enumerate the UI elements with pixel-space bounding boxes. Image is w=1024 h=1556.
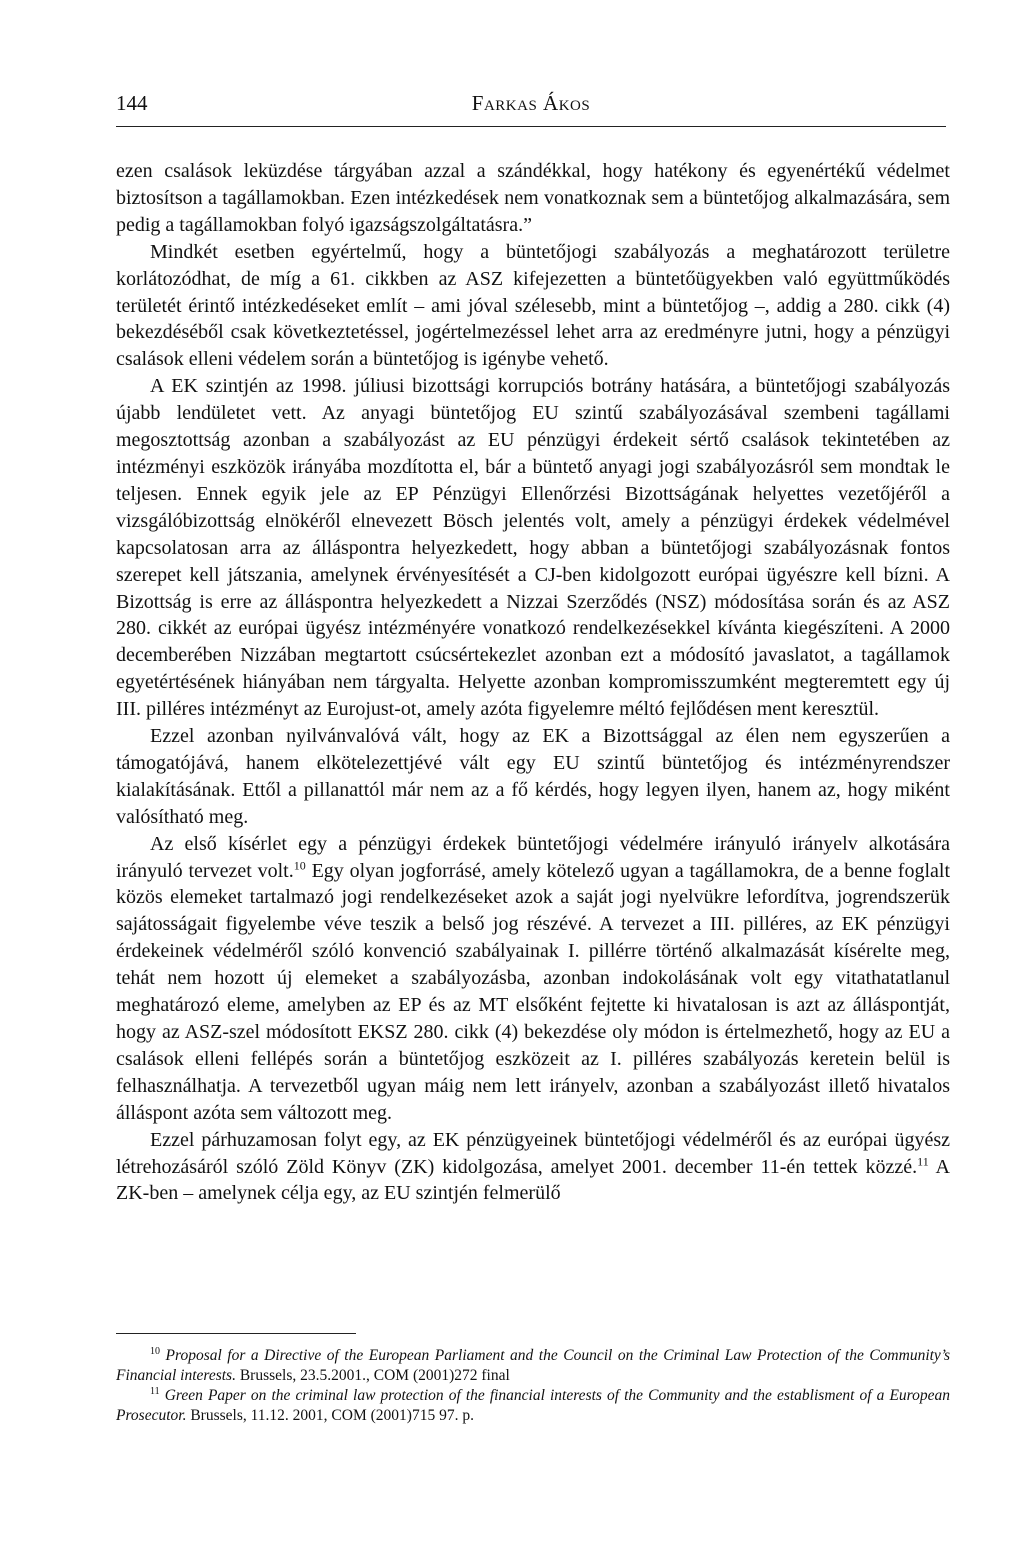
paragraph-1: ezen csalások leküzdése tárgyában azzal a szándékkal, hogy hatékony és egyenértékű védelmet biztosítson a tagállamokban. Ezen intézkedések nem vonatkoznak sem a büntetőjog alkalmazására, sem pedig a tagállamokban folyó igazságszolgáltatásra.” xyxy=(116,160,950,236)
footnote-10-details: Brussels, 23.5.2001., COM (2001)272 final xyxy=(235,1367,510,1384)
footnote-10-number: 10 xyxy=(150,1345,160,1357)
running-title xyxy=(116,90,946,116)
footnotes xyxy=(116,1346,950,1426)
paragraph-2: Mindkét esetben egyértelmű, hogy a büntetőjogi szabályozás a meghatározott területre korlátozódhat, de míg a 61. cikkben az ASZ kifejezetten a büntetőügyekben való együttműködés területét érintő intézkedéseket említ – ami jóval szélesebb, mint a büntetőjog –, addig a 280. cikk (4) bekezdéséből csak következtetéssel, jogértelmezéssel lehet arra az eredményre jutni, hogy a pénzügyi csalások elleni védelem során a büntetőjog is igénybe vehető. xyxy=(116,240,950,371)
footnote-10 xyxy=(116,1346,950,1386)
body-text xyxy=(116,158,950,1207)
footnote-11 xyxy=(116,1386,950,1426)
footnote-11-title: Green Paper on the criminal law protection of the financial interests of the Community and the establisment of a European Prosecutor. xyxy=(116,1387,951,1424)
header-rule xyxy=(116,126,946,127)
paragraph-5-part-2: Egy olyan jogforrásé, amely kötelező ugyan a tagállamokra, de a benne foglalt közös elemeket tartalmazó jogi rendelkezéseket azok a saját jogi nyelvükre lefordítva, jogrendszerük sajátosságait figyelembe véve teszik a belső jog részévé. A tervezet a III. pilléres, az EK pénzügyi érdekeinek védelméről szóló konvenció szabályainak I. pillérre történő alkalmazását kísérelte meg, tehát nem hozott új elemeket a szabályozásba, azonban indokolásának volt egy vitathatatlanul meghatározó eleme, amelyben az EP és az MT elsőként fejtette ki hivatalosan is azt az álláspontját, hogy az ASZ-szel módosított EKSZ 280. cikk (4) bekezdése oly módon is értelmezhető, hogy az EU a csalások elleni fellépés során a büntetőjog eszközeit az I. pilléres szabályozás keretein belül is felhasználhatja. A tervezetből ugyan máig nem lett irányelv, azonban a szabályozást illető hivatalos álláspont azóta sem változott meg. xyxy=(116,859,951,1124)
footnote-rule xyxy=(116,1333,356,1334)
paragraph-6 xyxy=(116,1127,950,1208)
paragraph-6-part-1: Ezzel párhuzamosan folyt egy, az EK pénzügyeinek büntetőjogi védelméről és az európai ügyész létrehozásáról szóló Zöld Könyv (ZK) kidolgozása, amelyet 2001. december 11-én tettek közzé. xyxy=(116,1128,950,1178)
footnote-11-number: 11 xyxy=(150,1385,160,1397)
paragraph-5 xyxy=(116,831,950,1127)
footnote-ref-11[interactable]: 11 xyxy=(917,1153,929,1168)
paragraph-5-part-1: Az első kísérlet egy a pénzügyi érdekek büntetőjogi védelmére irányuló irányelv alkotására irányuló tervezet volt. xyxy=(116,832,950,882)
running-title-text: Farkas Ákos xyxy=(471,91,591,115)
page-number: 144 xyxy=(116,91,148,115)
footnote-11-details: Brussels, 11.12. 2001, COM (2001)715 97. p. xyxy=(186,1407,474,1424)
paragraph-6-part-2: A ZK-ben – amelynek célja egy, az EU szintjén felmerülő xyxy=(116,1155,950,1205)
footnote-10-title: Proposal for a Directive of the European Parliament and the Council on the Criminal Law Protection of the Community’s Financial interests. xyxy=(116,1347,951,1384)
footnote-ref-10[interactable]: 10 xyxy=(293,857,306,872)
paragraph-4: Ezzel azonban nyilvánvalóvá vált, hogy az EK a Bizottsággal az élen nem egyszerűen a támogatójává, hanem elkötelezettjévé vált egy EU szintű büntetőjog és intézményrendszer kialakításának. Ettől a pillanattól már nem az a fő kérdés, hogy legyen ilyen, hanem az, hogy miként valósítható meg. xyxy=(116,725,950,828)
paragraph-3: A EK szintjén az 1998. júliusi bizottsági korrupciós botrány hatására, a büntetőjogi szabályozás újabb lendületet vett. Az anyagi büntetőjog EU szintű szabályozásával szembeni tagállami megosztottság azonban a szabályozást az EU pénzügyi érdekeit sértő csalások tekintetében az intézményi eszközök irányába mozdította el, bár a büntető anyagi jogi szabályozásról sem mondtak le teljesen. Ennek egyik jele az EP Pénzügyi Ellenőrzési Bizottságának helyettes vezetőjéről a vizsgálóbizottság elnökéről elnevezett Bösch jelentés volt, amely a pénzügyi érdekek védelmével kapcsolatosan arra az álláspontra helyezkedett, hogy abban a büntetőjogi szabályozásnak fontos szerepet kell játszania, amelynek érvényesítését a CJ-ben kidolgozott európai ügyészre kell bízni. A Bizottság is erre az álláspontra helyezkedett a Nizzai Szerződés (NSZ) módosítása során és az ASZ 280. cikkét az európai ügyész intézményére vonatkozó rendelkezésekkel kívánta kiegészíteni. A 2000 decemberében Nizzában megtartott csúcsértekezlet azonban ezt a módosító javaslatot, a tagállamok egyetértésének hiányában nem tárgyalta. Helyette azonban kompromisszumként megteremtett egy új III. pilléres intézményt az Eurojust-ot, amely azóta figyelemre méltó fejlődésen ment keresztül. xyxy=(116,375,950,721)
page-header xyxy=(116,90,946,116)
